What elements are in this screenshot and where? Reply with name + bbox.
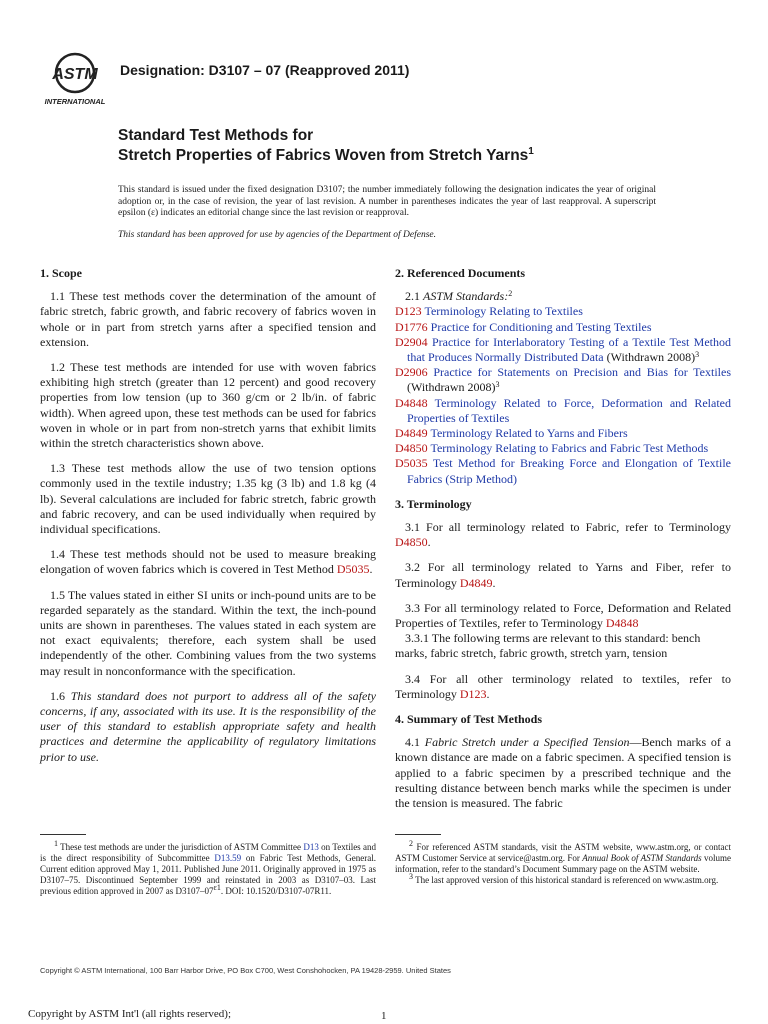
footnote-rule-right	[395, 834, 441, 835]
para-3-3-text: 3.3 For all terminology related to Force, Deformation and Related Properties of Textiles, refer to Terminology	[395, 600, 731, 631]
link-d4848[interactable]: D4848	[605, 616, 639, 631]
para-3-2: 3.2 For all terminology related to Yarns and Fiber, refer to Terminology D4849.	[395, 560, 731, 590]
reference-footnote-mark[interactable]: 3	[495, 380, 500, 390]
title-footnote-mark[interactable]: 1	[528, 146, 534, 157]
svg-text:INTERNATIONAL: INTERNATIONAL	[44, 97, 106, 106]
footnote-2-mark: 2	[409, 839, 413, 848]
reference-item[interactable]	[395, 396, 731, 426]
reference-title[interactable]: Terminology Related to Force, Deformation and Related Properties of Textiles	[407, 395, 731, 425]
left-column	[40, 266, 376, 775]
footnote-1	[40, 839, 377, 897]
reference-title[interactable]: Test Method for Breaking Force and Elongation of Textile Fabrics (Strip Method)	[407, 456, 731, 486]
reference-code[interactable]: D2906	[395, 365, 428, 380]
title-line-1: Standard Test Methods for	[118, 127, 314, 144]
reference-item[interactable]	[395, 320, 731, 335]
footnote-1-epsilon: ε1	[213, 883, 221, 892]
footnote-1-text-c: on Fabric Test Methods, General. Current edition approved May 1, 2011. Published June 2011. Originally approved in 1975 as D3107–75. Discontinued September 1999 and reinstated in 2003 as D3107–03. Last previous edition approved in 2007 as D3107–07	[40, 853, 376, 896]
reference-code[interactable]: D4849	[395, 426, 428, 441]
para-1-1: 1.1 These test methods cover the determination of the amount of fabric stretch, fabric growth, and fabric recovery of fabrics woven in whole or in part from stretch yarns after a specified tension and extension.	[40, 289, 376, 349]
para-1-6-text: This standard does not purport to address all of the safety concerns, if any, associated with its use. It is the responsibility of the user of this standard to establish appropriate safety and health practices and determine the applicability of regulatory limitations prior to use.	[40, 688, 376, 764]
footnote-mark-2[interactable]: 2	[508, 289, 513, 299]
para-4-1	[395, 735, 731, 811]
para-3-1: 3.1 For all terminology related to Fabric, refer to Terminology D4850.	[395, 520, 731, 550]
para-3-3-1: 3.3.1 The following terms are relevant to this standard: bench marks, fabric stretch, fabric growth, stretch yarn, tension	[395, 631, 701, 661]
para-1-5: 1.5 The values stated in either SI units or inch-pound units are to be regarded separately as the standard. Within the text, the inch-pound units are shown in parentheses. The values stated in each system are not exact equivalents; therefore, each system shall be used independently of the other. Combining values from the two systems may result in nonconformance with the specification.	[40, 587, 376, 678]
designation: Designation: D3107 – 07 (Reapproved 2011)	[120, 62, 410, 78]
reference-code[interactable]: D4848	[395, 395, 428, 410]
reference-title[interactable]: Practice for Interlaboratory Testing of a Textile Test Method that Produces Normally Distributed Data	[407, 334, 732, 365]
para-1-4-end: .	[369, 562, 373, 577]
reference-code[interactable]: D2904	[395, 334, 428, 349]
section-4-heading: 4. Summary of Test Methods	[395, 712, 543, 727]
dod-approval-note: This standard has been approved for use by agencies of the Department of Defense.	[118, 230, 437, 240]
reference-item[interactable]	[395, 335, 731, 365]
para-1-4	[40, 547, 376, 577]
para-2-1	[395, 289, 731, 304]
footnote-1-text-d: . DOI: 10.1520/D3107-07R11.	[220, 886, 332, 896]
footnote-rule-left	[40, 834, 86, 835]
title-text: Stretch Properties of Fabrics Woven from Stretch Yarns	[118, 147, 529, 164]
reference-suffix: (Withdrawn 2008)	[603, 350, 696, 365]
reference-title[interactable]: Terminology Related to Yarns and Fibers	[430, 426, 628, 441]
para-3-4-text: 3.4 For all other terminology related to textiles, refer to Terminology	[395, 671, 731, 701]
link-d5035[interactable]: D5035	[336, 562, 370, 577]
para-3-2-text: 3.2 For all terminology related to Yarns and Fiber, refer to Terminology	[395, 560, 731, 590]
link-d4850[interactable]: D4850	[395, 535, 428, 550]
section-1-heading: 1. Scope	[40, 266, 82, 280]
reference-code[interactable]: D5035	[395, 456, 428, 471]
para-1-4-text: 1.4 These test methods should not be used to measure breaking elongation of woven fabrics which is covered in Test Method	[40, 547, 376, 577]
reference-title[interactable]: Terminology Relating to Textiles	[424, 304, 583, 319]
section-2-heading: 2. Referenced Documents	[395, 266, 526, 280]
para-3-4: 3.4 For all other terminology related to textiles, refer to Terminology D123.	[395, 671, 731, 701]
footnote-1-text-a: These test methods are under the jurisdiction of ASTM Committee	[58, 842, 304, 852]
footnote-1-text-b: on Textiles and is the direct responsibility of Subcommittee	[40, 842, 377, 863]
copyright-line: Copyright © ASTM International, 100 Barr Harbor Drive, PO Box C700, West Conshohocken, PA 19428-2959. United States	[40, 966, 451, 975]
link-d4849[interactable]: D4849	[459, 575, 493, 590]
para-1-2: 1.2 These test methods are intended for use with woven fabrics exhibiting high stretch (greater than 12 percent) and good recovery properties from low tension (up to 360 g/cm or 2 lb/in. of fabric width). When agreed upon, these test methods can be used for fabrics woven in whole or in part from non-stretch yarns that exhibit limits within the stretch characteristics shown above.	[40, 360, 376, 451]
reference-title[interactable]: Practice for Conditioning and Testing Textiles	[430, 319, 652, 334]
reference-suffix: (Withdrawn 2008)	[407, 380, 496, 395]
para-1-3: 1.3 These test methods allow the use of two tension options commonly used in the textile industry; 1.35 kg (3 lb) and 1.8 kg (4 lb). Several calculations are included for fabric stretch, fabric growth and fabric recovery, and can be used individually when required by individual specifications.	[40, 461, 376, 537]
copyright-bottom: Copyright by ASTM Int'l (all rights reserved);	[28, 1008, 232, 1020]
footnote-2-italic: Annual Book of ASTM Standards	[582, 853, 702, 863]
footnote-3-mark: 3	[409, 872, 413, 881]
reference-footnote-mark[interactable]: 3	[695, 350, 700, 360]
svg-text:ASTM: ASTM	[52, 66, 98, 83]
link-d13-59[interactable]: D13.59	[214, 853, 242, 863]
reference-item[interactable]	[395, 426, 731, 441]
page-number: 1	[381, 1010, 387, 1022]
footnote-2-3	[395, 839, 732, 886]
intro-paragraph: This standard is issued under the fixed designation D3107; the number immediately following the designation indicates the year of original adoption or, in the case of revision, the year of last revision. A number in parentheses indicates the year of last reapproval. A superscript epsilon (ε) indicates an editorial change since the last revision or reapproval.	[118, 185, 656, 219]
link-d123[interactable]: D123	[459, 686, 487, 701]
reference-title[interactable]: Practice for Statements on Precision and Bias for Textiles	[433, 365, 731, 380]
para-4-1-term: Fabric Stretch under a Specified Tension	[424, 735, 630, 750]
footnote-2-text-a: For referenced ASTM standards, visit the ASTM website, www.astm.org, or contact ASTM Customer Service at service@astm.org. For	[395, 842, 731, 863]
para-3-3	[395, 601, 731, 631]
para-1-6	[40, 689, 376, 765]
section-3-heading: 3. Terminology	[395, 496, 472, 511]
reference-item[interactable]	[395, 456, 731, 486]
para-2-1-label: ASTM Standards:	[423, 289, 509, 304]
right-column	[395, 266, 731, 821]
footnote-1-mark: 1	[54, 839, 58, 848]
para-3-1-text: 3.1 For all terminology related to Fabric, refer to Terminology	[405, 520, 731, 535]
title-line-2	[118, 146, 534, 165]
reference-list	[395, 304, 731, 486]
astm-logo	[42, 52, 112, 108]
para-2-1-num: 2.1	[405, 289, 423, 304]
footnote-3-text: The last approved version of this historical standard is referenced on www.astm.org.	[413, 875, 719, 885]
reference-code[interactable]: D1776	[395, 319, 428, 334]
para-4-1-text: —Bench marks of a known distance are made on a fabric specimen. A specified tension is applied to a fabric specimen by a prescribed technique and the resulting distance between bench marks while the specimen is under the tension is measured. The fabric	[395, 735, 731, 811]
para-4-1-num: 4.1	[405, 735, 425, 750]
reference-title[interactable]: Terminology Relating to Fabrics and Fabric Test Methods	[430, 441, 709, 456]
link-d13[interactable]: D13	[303, 842, 319, 852]
footnote-2-text-b: volume information, refer to the standard’s Document Summary page on the ASTM website.	[395, 853, 732, 874]
reference-code[interactable]: D4850	[395, 441, 428, 456]
reference-item[interactable]	[395, 441, 731, 456]
reference-item[interactable]	[395, 304, 731, 319]
reference-item[interactable]	[395, 365, 731, 395]
reference-code[interactable]: D123	[395, 304, 422, 319]
para-1-6-num: 1.6	[50, 688, 71, 703]
